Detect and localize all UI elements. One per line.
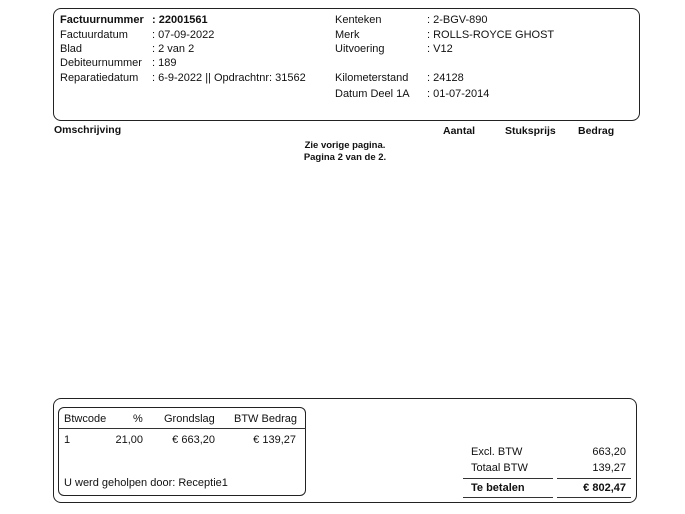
value-license-plate: : 2-BGV-890	[427, 14, 488, 26]
value-excl-btw: 663,20	[592, 446, 626, 458]
total-due-underline-right	[557, 497, 631, 498]
label-mileage: Kilometerstand	[335, 72, 409, 84]
btw-row-percent: 21,00	[115, 434, 143, 446]
label-amount-due: Te betalen	[471, 482, 525, 494]
column-header-quantity: Aantal	[443, 125, 476, 137]
label-page: Blad	[60, 43, 83, 55]
label-brand: Merk	[335, 29, 360, 41]
value-repair-date: : 6-9-2022 || Opdrachtnr: 31562	[152, 72, 306, 84]
label-license-plate: Kenteken	[335, 14, 382, 26]
btw-row-amount: € 139,27	[253, 434, 296, 446]
btw-header-base: Grondslag	[164, 413, 215, 425]
column-header-unit-price: Stuksprijs	[505, 125, 556, 137]
label-registration-date: Datum Deel 1A	[335, 88, 410, 100]
value-debtor-number: : 189	[152, 57, 177, 69]
value-variant: : V12	[427, 43, 453, 55]
btw-row-code: 1	[64, 434, 71, 446]
label-total-btw: Totaal BTW	[471, 462, 528, 474]
value-total-btw: 139,27	[592, 462, 626, 474]
label-invoice-date: Factuurdatum	[60, 29, 128, 41]
value-invoice-number: : 22001561	[152, 14, 208, 26]
value-brand: : ROLLS-ROYCE GHOST	[427, 29, 555, 41]
label-variant: Uitvoering	[335, 43, 385, 55]
btw-header-percent: %	[133, 413, 143, 425]
total-due-underline-left	[463, 497, 553, 498]
value-invoice-date: : 07-09-2022	[152, 29, 215, 41]
label-invoice-number: Factuurnummer	[60, 14, 144, 26]
value-registration-date: : 01-07-2014	[427, 88, 490, 100]
btw-header-divider	[58, 428, 306, 429]
helped-by-text: U werd geholpen door: Receptie1	[64, 477, 228, 489]
column-header-description: Omschrijving	[54, 124, 122, 136]
label-debtor-number: Debiteurnummer	[60, 57, 142, 69]
note-see-previous-page: Zie vorige pagina.	[304, 140, 386, 151]
label-excl-btw: Excl. BTW	[471, 446, 523, 458]
totals-divider-left	[463, 478, 553, 479]
totals-divider-right	[557, 478, 631, 479]
btw-row-base: € 663,20	[172, 434, 215, 446]
btw-header-code: Btwcode	[64, 413, 107, 425]
note-page-count: Pagina 2 van de 2.	[303, 152, 387, 163]
value-amount-due: € 802,47	[583, 482, 626, 494]
value-mileage: : 24128	[427, 72, 464, 84]
label-repair-date: Reparatiedatum	[60, 72, 139, 84]
value-page: : 2 van 2	[152, 43, 195, 55]
column-header-amount: Bedrag	[578, 125, 615, 137]
btw-header-amount: BTW Bedrag	[234, 413, 297, 425]
